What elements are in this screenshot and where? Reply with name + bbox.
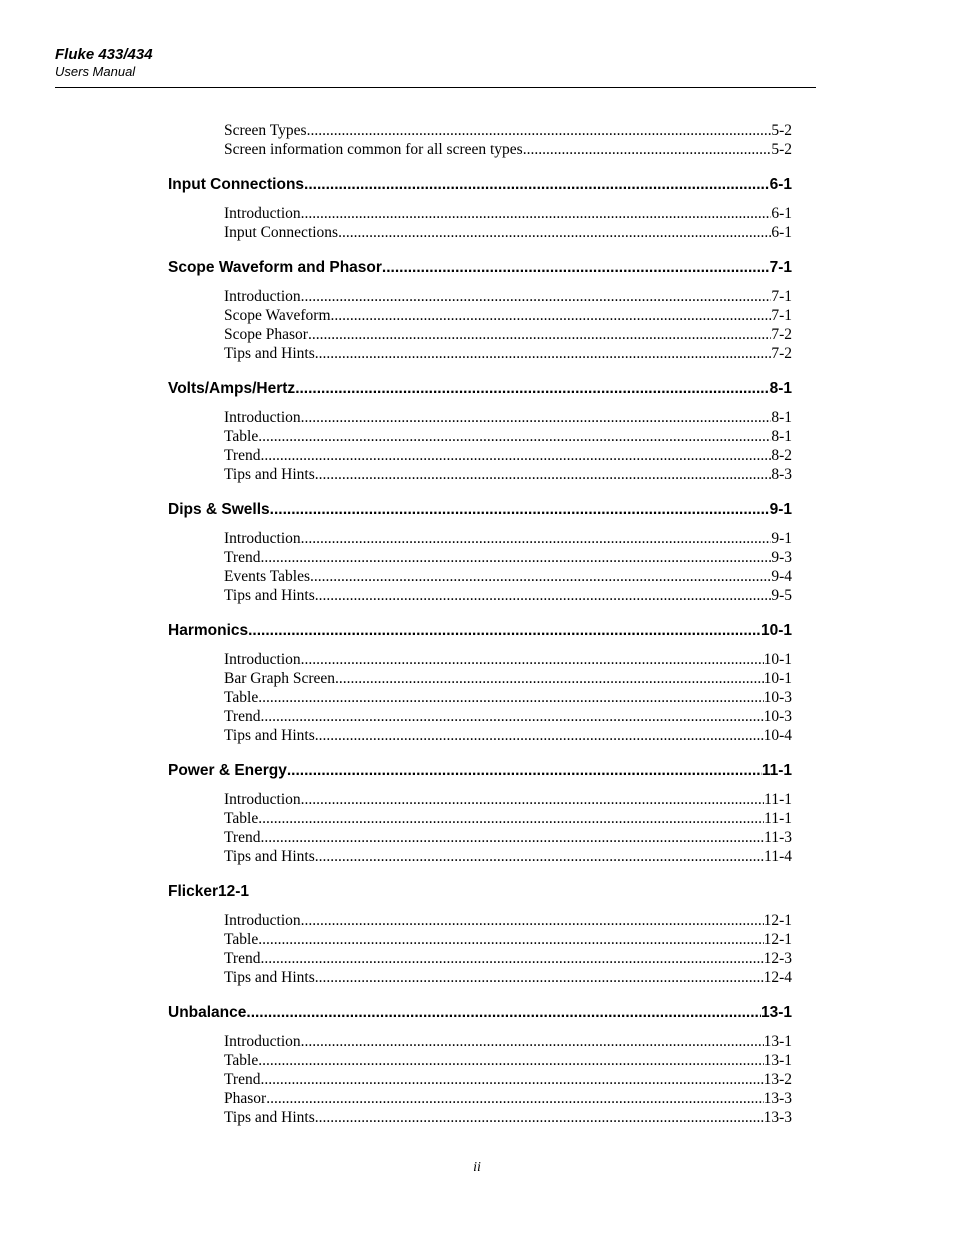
toc-entry[interactable] xyxy=(224,650,792,669)
toc-chapter[interactable] xyxy=(168,883,792,903)
entry-title: Table xyxy=(224,1052,259,1069)
chapter-page-number: 9-1 xyxy=(769,501,792,518)
entry-page-number: 7-1 xyxy=(771,288,792,305)
toc-entry[interactable] xyxy=(224,828,792,847)
entry-page-number: 11-1 xyxy=(764,810,792,827)
dot-leader xyxy=(338,223,771,242)
entry-title: Bar Graph Screen xyxy=(224,670,336,687)
entry-title: Phasor xyxy=(224,1090,267,1107)
entry-title: Screen Types xyxy=(224,122,307,139)
page-number: ii xyxy=(473,1160,481,1175)
dot-leader xyxy=(246,1004,761,1022)
entry-title: Tips and Hints xyxy=(224,969,315,986)
dot-leader xyxy=(315,586,772,605)
dot-leader xyxy=(258,930,763,949)
entry-page-number: 5-2 xyxy=(771,141,792,158)
chapter-page-number: 6-1 xyxy=(769,176,792,193)
entry-page-number: 13-1 xyxy=(763,1033,792,1050)
dot-leader xyxy=(260,828,764,847)
dot-leader xyxy=(315,847,764,866)
toc-entry[interactable] xyxy=(224,567,792,586)
entry-page-number: 8-1 xyxy=(771,409,792,426)
toc-entry[interactable] xyxy=(224,204,792,223)
dot-leader xyxy=(301,650,764,669)
entry-page-number: 5-2 xyxy=(771,122,792,139)
entry-title: Table xyxy=(224,689,259,706)
entry-page-number: 13-2 xyxy=(763,1071,792,1088)
entry-title: Introduction xyxy=(224,288,301,305)
entry-title: Trend xyxy=(224,708,261,725)
entry-title: Screen information common for all screen types xyxy=(224,141,523,158)
toc-entry[interactable] xyxy=(224,790,792,809)
entry-page-number: 11-3 xyxy=(764,829,792,846)
dot-leader xyxy=(308,325,771,344)
table-of-contents xyxy=(168,121,792,1127)
dot-leader xyxy=(304,176,770,194)
entry-title: Tips and Hints xyxy=(224,587,315,604)
dot-leader xyxy=(258,809,764,828)
toc-entry[interactable] xyxy=(224,287,792,306)
entry-page-number: 13-1 xyxy=(763,1052,792,1069)
chapter-title: Volts/Amps/Hertz xyxy=(168,380,296,397)
toc-entry[interactable] xyxy=(224,465,792,484)
toc-chapter[interactable] xyxy=(168,762,792,782)
toc-entry[interactable] xyxy=(224,325,792,344)
dot-leader xyxy=(258,1051,763,1070)
entry-title: Trend xyxy=(224,1071,261,1088)
chapter-page-number: 13-1 xyxy=(760,1004,792,1021)
entry-page-number: 10-4 xyxy=(763,727,792,744)
entry-page-number: 8-1 xyxy=(771,428,792,445)
toc-chapter[interactable] xyxy=(168,622,792,642)
entry-title: Trend xyxy=(224,829,261,846)
dot-leader xyxy=(301,408,772,427)
entry-page-number: 12-1 xyxy=(763,912,792,929)
toc-entry[interactable] xyxy=(224,1051,792,1070)
running-header xyxy=(55,46,816,80)
dot-leader xyxy=(335,669,764,688)
dot-leader xyxy=(287,762,762,780)
toc-entry[interactable] xyxy=(224,968,792,987)
dot-leader xyxy=(260,446,771,465)
entry-page-number: 9-5 xyxy=(771,587,792,604)
entry-page-number: 10-3 xyxy=(763,708,792,725)
chapter-page-number: 11-1 xyxy=(761,762,792,779)
entry-page-number: 9-3 xyxy=(771,549,792,566)
entry-page-number: 9-4 xyxy=(771,568,792,585)
dot-leader xyxy=(260,949,763,968)
entry-page-number: 10-1 xyxy=(763,651,792,668)
entry-page-number: 8-2 xyxy=(771,447,792,464)
toc-entry[interactable] xyxy=(224,306,792,325)
entry-title: Events Tables xyxy=(224,568,311,585)
chapter-page-number: 10-1 xyxy=(760,622,792,639)
toc-entry[interactable] xyxy=(224,688,792,707)
dot-leader xyxy=(301,1032,764,1051)
entry-page-number: 11-1 xyxy=(764,791,792,808)
entry-page-number: 13-3 xyxy=(763,1109,792,1126)
dot-leader xyxy=(266,1089,763,1108)
toc-entry[interactable] xyxy=(224,548,792,567)
entry-title: Table xyxy=(224,428,259,445)
toc-entry[interactable] xyxy=(224,1032,792,1051)
toc-entry[interactable] xyxy=(224,408,792,427)
toc-entry[interactable] xyxy=(224,344,792,363)
entry-title: Table xyxy=(224,810,259,827)
toc-entry[interactable] xyxy=(224,707,792,726)
entry-title: Introduction xyxy=(224,530,301,547)
entry-title: Input Connections xyxy=(224,224,339,241)
entry-page-number: 7-2 xyxy=(771,345,792,362)
dot-leader xyxy=(307,121,772,140)
chapter-title: Harmonics xyxy=(168,622,249,639)
manual-title: Fluke 433/434 xyxy=(55,46,153,63)
entry-title: Tips and Hints xyxy=(224,727,315,744)
chapter-title: Unbalance xyxy=(168,1004,247,1021)
entry-title: Introduction xyxy=(224,1033,301,1050)
dot-leader xyxy=(523,140,772,159)
entry-page-number: 10-3 xyxy=(763,689,792,706)
dot-leader xyxy=(301,790,765,809)
toc-entry[interactable] xyxy=(224,121,792,140)
dot-leader xyxy=(260,1070,763,1089)
entry-page-number: 12-4 xyxy=(763,969,792,986)
entry-title: Introduction xyxy=(224,205,301,222)
dot-leader xyxy=(301,529,772,548)
entry-page-number: 11-4 xyxy=(764,848,792,865)
toc-entry[interactable] xyxy=(224,911,792,930)
dot-leader xyxy=(258,427,771,446)
entry-title: Trend xyxy=(224,549,261,566)
toc-entry[interactable] xyxy=(224,949,792,968)
entry-page-number: 6-1 xyxy=(771,224,792,241)
entry-title: Introduction xyxy=(224,912,301,929)
toc-entry[interactable] xyxy=(224,1089,792,1108)
toc-chapter[interactable] xyxy=(168,380,792,400)
toc-entry[interactable] xyxy=(224,586,792,605)
manual-subtitle: Users Manual xyxy=(55,64,136,79)
entry-title: Table xyxy=(224,931,259,948)
toc-chapter[interactable] xyxy=(168,501,792,521)
entry-page-number: 7-1 xyxy=(771,307,792,324)
dot-leader xyxy=(248,622,761,640)
entry-title: Tips and Hints xyxy=(224,466,315,483)
dot-leader xyxy=(260,548,771,567)
entry-page-number: 6-1 xyxy=(771,205,792,222)
dot-leader xyxy=(301,911,764,930)
dot-leader xyxy=(315,726,764,745)
toc-chapter[interactable] xyxy=(168,259,792,279)
entry-page-number: 7-2 xyxy=(771,326,792,343)
toc-entry[interactable] xyxy=(224,427,792,446)
dot-leader xyxy=(260,707,763,726)
entry-title: Trend xyxy=(224,950,261,967)
entry-page-number: 13-3 xyxy=(763,1090,792,1107)
chapter-page-number: 8-1 xyxy=(769,380,792,397)
toc-chapter[interactable] xyxy=(168,1004,792,1024)
toc-entry[interactable] xyxy=(224,446,792,465)
entry-page-number: 10-1 xyxy=(763,670,792,687)
chapter-title: Input Connections xyxy=(168,176,305,193)
entry-page-number: 8-3 xyxy=(771,466,792,483)
entry-title: Introduction xyxy=(224,791,301,808)
entry-title: Tips and Hints xyxy=(224,848,315,865)
dot-leader xyxy=(315,465,772,484)
chapter-title: Flicker12-1 xyxy=(168,883,249,900)
entry-title: Tips and Hints xyxy=(224,1109,315,1126)
header-rule xyxy=(55,87,816,88)
entry-page-number: 12-1 xyxy=(763,931,792,948)
entry-page-number: 12-3 xyxy=(763,950,792,967)
dot-leader xyxy=(315,968,764,987)
toc-entry[interactable] xyxy=(224,529,792,548)
toc-entry[interactable] xyxy=(224,223,792,242)
toc-entry[interactable] xyxy=(224,140,792,159)
dot-leader xyxy=(315,344,772,363)
dot-leader xyxy=(301,204,772,223)
dot-leader xyxy=(301,287,772,306)
entry-title: Trend xyxy=(224,447,261,464)
toc-chapter[interactable] xyxy=(168,176,792,196)
entry-title: Scope Phasor xyxy=(224,326,308,343)
dot-leader xyxy=(295,380,769,398)
entry-title: Tips and Hints xyxy=(224,345,315,362)
chapter-title: Dips & Swells xyxy=(168,501,270,518)
toc-entry[interactable] xyxy=(224,726,792,745)
entry-page-number: 9-1 xyxy=(771,530,792,547)
dot-leader xyxy=(258,688,763,707)
toc-entry[interactable] xyxy=(224,809,792,828)
toc-entry[interactable] xyxy=(224,1070,792,1089)
toc-entry[interactable] xyxy=(224,669,792,688)
entry-title: Introduction xyxy=(224,651,301,668)
dot-leader xyxy=(315,1108,764,1127)
toc-entry[interactable] xyxy=(224,1108,792,1127)
entry-title: Scope Waveform xyxy=(224,307,331,324)
chapter-title: Power & Energy xyxy=(168,762,287,779)
entry-title: Introduction xyxy=(224,409,301,426)
dot-leader xyxy=(310,567,771,586)
toc-entry[interactable] xyxy=(224,930,792,949)
chapter-title: Scope Waveform and Phasor xyxy=(168,259,382,276)
dot-leader xyxy=(382,259,770,277)
dot-leader xyxy=(331,306,772,325)
chapter-page-number: 7-1 xyxy=(769,259,792,276)
toc-entry[interactable] xyxy=(224,847,792,866)
dot-leader xyxy=(270,501,770,519)
